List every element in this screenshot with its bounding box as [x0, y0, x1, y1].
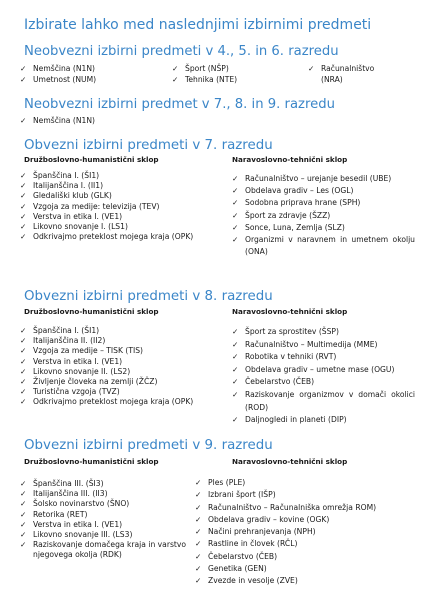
check-icon: ✓ — [20, 530, 27, 540]
check-icon: ✓ — [232, 389, 239, 399]
check-icon: ✓ — [195, 527, 202, 537]
check-icon: ✓ — [20, 64, 27, 73]
check-icon: ✓ — [195, 576, 202, 586]
check-icon: ✓ — [20, 377, 27, 387]
list-item: ✓ Španščina III. (ŠI3) — [20, 479, 104, 488]
sklop-title-druzboslovni: Družboslovno-humanistični sklop — [24, 307, 159, 316]
list-item: ✓ Robotika v tehniki (RVT) — [232, 351, 417, 364]
list-item: ✓ Ples (PLE) — [195, 477, 425, 489]
check-icon: ✓ — [20, 326, 27, 335]
check-icon: ✓ — [20, 75, 27, 84]
sklop-title-naravoslovni: Naravoslovno-tehnični sklop — [232, 457, 348, 466]
check-icon: ✓ — [20, 222, 27, 232]
check-icon: ✓ — [195, 514, 202, 524]
section-heading-neobvezni-7-9: Neobvezni izbirni predmet v 7., 8. in 9. razredu — [24, 97, 335, 112]
list-item: (NRA) — [321, 75, 343, 84]
check-icon: ✓ — [195, 478, 202, 487]
check-icon: ✓ — [20, 397, 27, 407]
section-heading-obvezni-8: Obvezni izbirni predmeti v 8. razredu — [24, 289, 273, 304]
list-item: ✓ Odkrivajmo preteklost mojega kraja (OPK) — [20, 232, 194, 242]
check-icon: ✓ — [20, 116, 27, 125]
check-icon: ✓ — [232, 186, 239, 196]
section-heading-obvezni-9: Obvezni izbirni predmeti v 9. razredu — [24, 438, 273, 453]
list-item: ✓ Italijanščina I. (II1) — [20, 181, 104, 191]
list-item: ✓ Obdelava gradiv – kovine (OGK) — [195, 514, 425, 526]
list-item: ✓ Rastline in človek (RČL) — [195, 538, 425, 550]
list-item: ✓ Likovno snovanje II. (LS2) — [20, 366, 131, 376]
check-icon: ✓ — [20, 171, 27, 180]
check-icon: ✓ — [20, 499, 27, 509]
list-item: ✓ Nemščina (N1N) — [20, 64, 95, 73]
list-item: ✓ Organizmi v naravnem in umetnem okolju (ONA) — [232, 235, 415, 257]
list-item: ✓ Vzgoja za medije – TISK (TIS) — [20, 346, 143, 356]
check-icon: ✓ — [20, 479, 27, 488]
check-icon: ✓ — [232, 235, 239, 245]
list-item: ✓ Izbrani šport (IŠP) — [195, 489, 425, 501]
check-icon: ✓ — [20, 211, 27, 221]
list-item: ✓ Italijanščina III. (II3) — [20, 489, 108, 499]
check-icon: ✓ — [20, 191, 27, 201]
check-icon: ✓ — [20, 232, 27, 242]
list-item: ✓ Nemščina (N1N) — [20, 116, 95, 125]
list-item: ✓ Umetnost (NUM) — [20, 75, 97, 84]
list-item: ✓ Raziskovanje organizmov v domači okolici (ROD) — [232, 389, 415, 412]
list-item: ✓ Čebelarstvo (ČEB) — [232, 376, 417, 389]
check-icon: ✓ — [195, 551, 202, 561]
section-heading-obvezni-7: Obvezni izbirni predmeti v 7. razredu — [24, 138, 273, 153]
neobvezni-7-9-list — [20, 116, 95, 126]
check-icon: ✓ — [20, 346, 27, 356]
list-item: ✓ Čebelarstvo (ČEB) — [195, 551, 425, 563]
list-item: ✓ Sodobna priprava hrane (SPH) — [232, 197, 417, 209]
check-icon: ✓ — [232, 222, 239, 232]
check-icon: ✓ — [232, 352, 239, 362]
check-icon: ✓ — [20, 336, 27, 346]
check-icon: ✓ — [20, 387, 27, 397]
list-item: ✓ Vzgoja za medije: televizija (TEV) — [20, 201, 160, 211]
check-icon: ✓ — [195, 490, 202, 500]
list-item: ✓ Gledališki klub (GLK) — [20, 191, 112, 201]
obvezni-9-left-list — [20, 479, 200, 561]
check-icon: ✓ — [232, 174, 239, 183]
check-icon: ✓ — [232, 377, 239, 387]
check-icon: ✓ — [172, 64, 179, 73]
sklop-title-druzboslovni: Družboslovno-humanistični sklop — [24, 457, 159, 466]
obvezni-8-left-list — [20, 326, 225, 408]
list-item: ✓ Obdelava gradiv – Les (OGL) — [232, 185, 417, 197]
list-item: ✓ Verstva in etika I. (VE1) — [20, 356, 123, 366]
obvezni-9-right-list — [195, 477, 425, 588]
list-item: ✓ Španščina I. (ŠI1) — [20, 326, 100, 335]
list-item: ✓ Odkrivajmo preteklost mojega kraja (OPK) — [20, 397, 194, 407]
obvezni-7-right-list — [232, 173, 417, 258]
check-icon: ✓ — [20, 540, 27, 550]
check-icon: ✓ — [232, 415, 239, 425]
list-item: ✓ Tehnika (NTE) — [172, 75, 238, 84]
list-item: ✓ Španščina I. (ŠI1) — [20, 171, 100, 180]
check-icon: ✓ — [20, 366, 27, 376]
sklop-title-naravoslovni: Naravoslovno-tehnični sklop — [232, 307, 348, 316]
list-item: ✓ Računalništvo – Računalniška omrežja ROM) — [195, 502, 425, 514]
list-item: ✓ Genetika (GEN) — [195, 563, 425, 575]
check-icon: ✓ — [20, 181, 27, 191]
sklop-title-naravoslovni: Naravoslovno-tehnični sklop — [232, 155, 348, 164]
neobvezni-4-6-list — [20, 64, 420, 86]
list-item: ✓ Daljnogledi in planeti (DIP) — [232, 414, 417, 427]
check-icon: ✓ — [172, 75, 179, 84]
list-item: ✓ Zvezde in vesolje (ZVE) — [195, 575, 425, 587]
page-title: Izbirate lahko med naslednjimi izbirnimi predmeti — [24, 17, 372, 33]
list-item: ✓ Šport (NŠP) — [172, 64, 229, 73]
list-item: ✓ Sonce, Luna, Zemlja (SLZ) — [232, 222, 417, 234]
check-icon: ✓ — [20, 489, 27, 499]
list-item: ✓ Likovno snovanje I. (LS1) — [20, 222, 128, 232]
sklop-title-druzboslovni: Družboslovno-humanistični sklop — [24, 155, 159, 164]
list-item: ✓ Šport za sprostitev (ŠSP) — [232, 326, 417, 339]
list-item: ✓ Verstva in etika I. (VE1) — [20, 211, 123, 221]
list-item: ✓ Šolsko novinarstvo (ŠNO) — [20, 499, 130, 509]
check-icon: ✓ — [232, 364, 239, 374]
check-icon: ✓ — [232, 339, 239, 349]
check-icon: ✓ — [20, 519, 27, 529]
list-item: ✓ Turistična vzgoja (TVZ) — [20, 387, 120, 397]
list-item: ✓ Življenje človeka na zemlji (ŽČZ) — [20, 377, 158, 387]
check-icon: ✓ — [20, 201, 27, 211]
check-icon: ✓ — [195, 564, 202, 574]
list-item: ✓ Retorika (RET) — [20, 509, 88, 519]
section-heading-neobvezni-4-6: Neobvezni izbirni predmeti v 4., 5. in 6. razredu — [24, 44, 339, 59]
check-icon: ✓ — [232, 327, 239, 336]
check-icon: ✓ — [308, 64, 315, 73]
list-item: ✓ Raziskovanje domačega kraja in varstvo njegovega okolja (RDK) — [20, 540, 187, 560]
list-item: ✓ Likovno snovanje III. (LS3) — [20, 530, 133, 540]
list-item: ✓ Obdelava gradiv – umetne mase (OGU) — [232, 364, 417, 377]
list-item: ✓ Šport za zdravje (ŠZZ) — [232, 210, 417, 222]
list-item: ✓ Načini prehranjevanja (NPH) — [195, 526, 425, 538]
list-item: ✓ Verstva in etika I. (VE1) — [20, 519, 123, 529]
list-item: ✓ Italijanščina II. (II2) — [20, 336, 106, 346]
check-icon: ✓ — [20, 356, 27, 366]
obvezni-7-left-list — [20, 171, 220, 242]
check-icon: ✓ — [20, 509, 27, 519]
check-icon: ✓ — [232, 210, 239, 220]
list-item: ✓ Računalništvo — [308, 64, 375, 73]
check-icon: ✓ — [195, 502, 202, 512]
list-item: ✓ Računalništvo – Multimedija (MME) — [232, 339, 417, 352]
obvezni-8-right-list — [232, 326, 417, 427]
list-item: ✓ Računalništvo – urejanje besedil (UBE) — [232, 173, 417, 185]
check-icon: ✓ — [195, 539, 202, 549]
check-icon: ✓ — [232, 198, 239, 208]
